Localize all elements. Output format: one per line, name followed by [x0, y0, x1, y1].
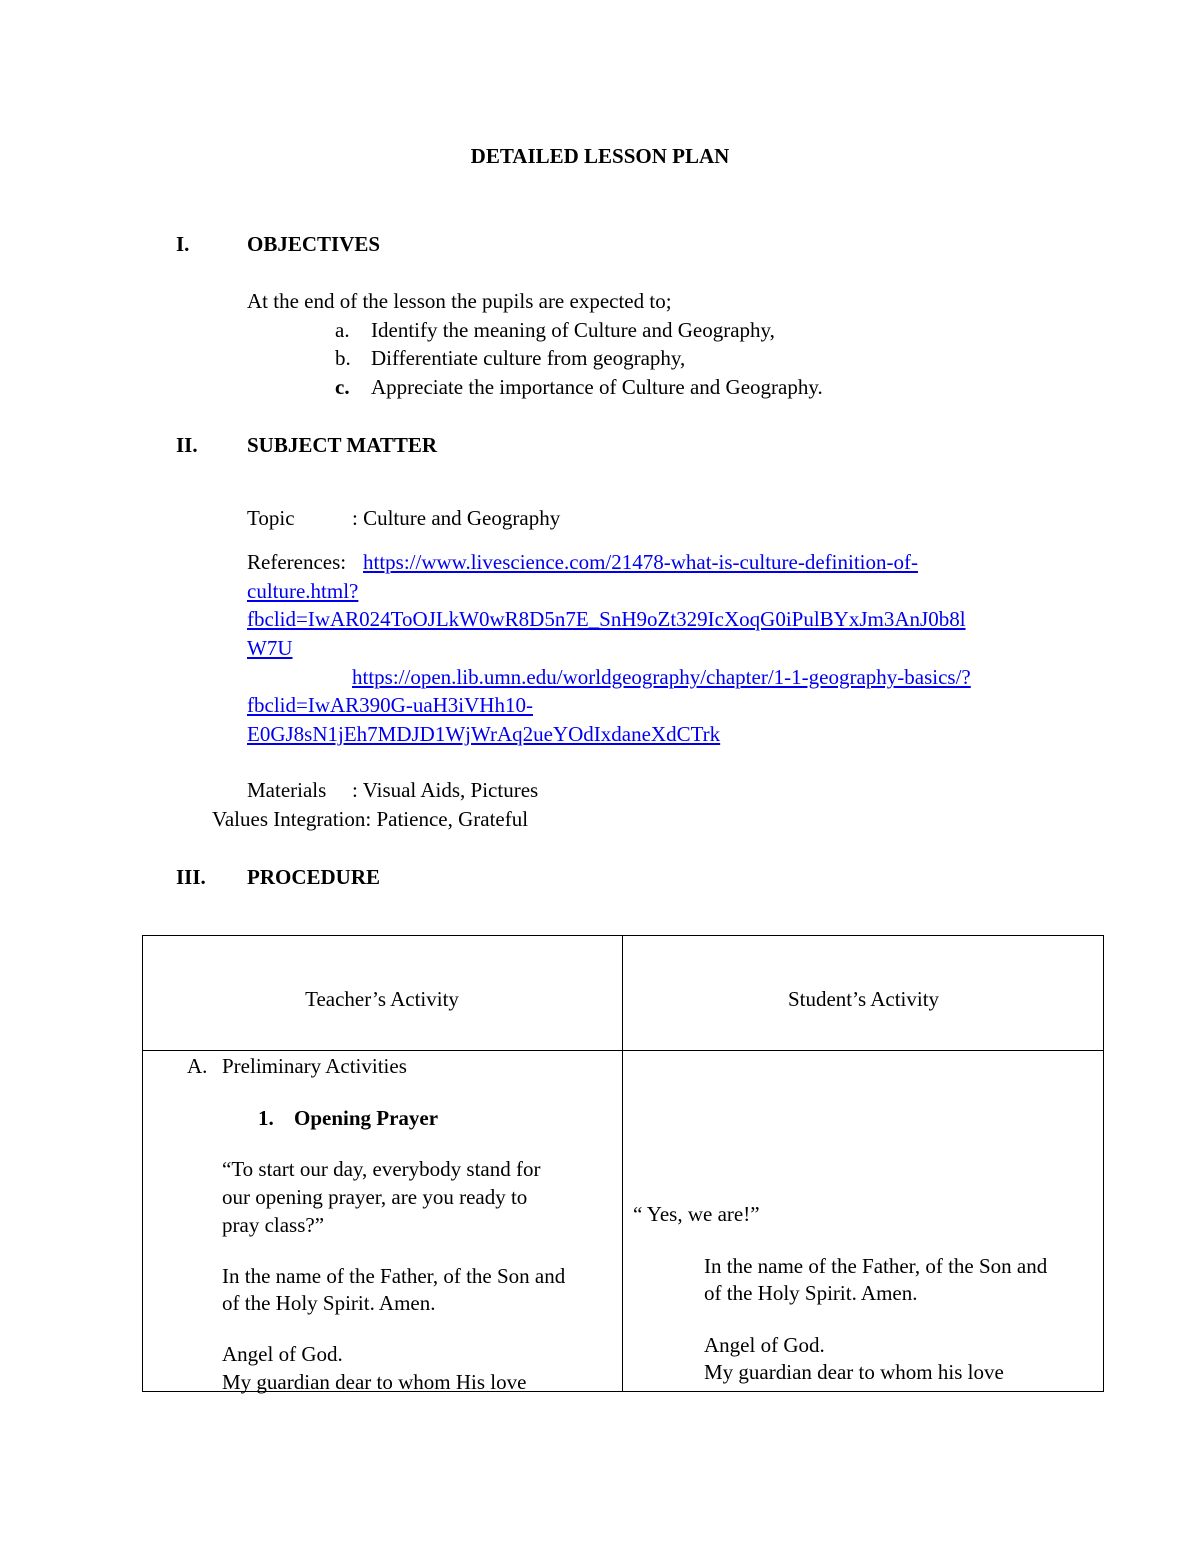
table-header-divider: [142, 1050, 1104, 1051]
section-heading-subject: SUBJECT MATTER: [247, 433, 438, 457]
teacher-prayer-line-2: of the Holy Spirit. Amen.: [222, 1291, 436, 1315]
student-angel-line-2: My guardian dear to whom his love: [704, 1360, 1004, 1384]
topic-label: Topic: [247, 506, 295, 530]
materials-label: Materials: [247, 778, 327, 802]
page-title: DETAILED LESSON PLAN: [470, 144, 730, 168]
objective-marker-b: b.: [335, 346, 351, 370]
table-header-student: Student’s Activity: [787, 987, 940, 1011]
teacher-angel-line-2: My guardian dear to whom His love: [222, 1370, 527, 1394]
references-label: References:: [247, 550, 347, 574]
topic-value: : Culture and Geography: [352, 506, 561, 530]
objective-item-a: Identify the meaning of Culture and Geography,: [371, 318, 775, 342]
objective-item-c: Appreciate the importance of Culture and Geography.: [371, 375, 823, 399]
student-response: “ Yes, we are!”: [633, 1202, 760, 1226]
student-prayer-line-1: In the name of the Father, of the Son and: [704, 1254, 1048, 1278]
objective-marker-a: a.: [335, 318, 350, 342]
section-heading-objectives: OBJECTIVES: [247, 232, 381, 256]
student-prayer-line-2: of the Holy Spirit. Amen.: [704, 1281, 918, 1305]
opening-prayer-heading: Opening Prayer: [294, 1106, 439, 1130]
preliminary-marker: A.: [187, 1054, 208, 1078]
materials-value: : Visual Aids, Pictures: [352, 778, 539, 802]
student-angel-line-1: Angel of God.: [704, 1333, 825, 1357]
objectives-intro: At the end of the lesson the pupils are expected to;: [247, 289, 672, 313]
reference-link-1-line-2[interactable]: culture.html?: [247, 579, 359, 603]
objective-item-b: Differentiate culture from geography,: [371, 346, 686, 370]
objective-marker-c: c.: [335, 375, 350, 399]
section-numeral-procedure: III.: [176, 865, 206, 889]
teacher-quote-line-3: pray class?”: [222, 1213, 325, 1237]
section-heading-procedure: PROCEDURE: [247, 865, 381, 889]
values-integration: Values Integration: Patience, Grateful: [212, 807, 529, 831]
reference-link-1-line-3[interactable]: fbclid=IwAR024ToOJLkW0wR8D5n7E_SnH9oZt329IcXoqG0iPulBYxJm3AnJ0b8l: [247, 607, 966, 631]
teacher-prayer-line-1: In the name of the Father, of the Son and: [222, 1264, 566, 1288]
table-header-teacher: Teacher’s Activity: [305, 987, 459, 1011]
reference-link-1-line-4[interactable]: W7U: [247, 636, 293, 660]
prayer-marker: 1.: [258, 1106, 274, 1130]
reference-link-2-line-1[interactable]: https://open.lib.umn.edu/worldgeography/chapter/1-1-geography-basics/?: [352, 665, 971, 689]
preliminary-activities: Preliminary Activities: [222, 1054, 407, 1078]
teacher-angel-line-1: Angel of God.: [222, 1342, 343, 1366]
teacher-quote-line-1: “To start our day, everybody stand for: [222, 1157, 541, 1181]
reference-link-1-line-1[interactable]: https://www.livescience.com/21478-what-is-culture-definition-of-: [363, 550, 918, 574]
teacher-quote-line-2: our opening prayer, are you ready to: [222, 1185, 528, 1209]
section-numeral-objectives: I.: [176, 232, 190, 256]
reference-link-2-line-3[interactable]: E0GJ8sN1jEh7MDJD1WjWrAq2ueYOdIxdaneXdCTrk: [247, 722, 721, 746]
section-numeral-subject: II.: [176, 433, 198, 457]
reference-link-2-line-2[interactable]: fbclid=IwAR390G-uaH3iVHh10-: [247, 693, 533, 717]
